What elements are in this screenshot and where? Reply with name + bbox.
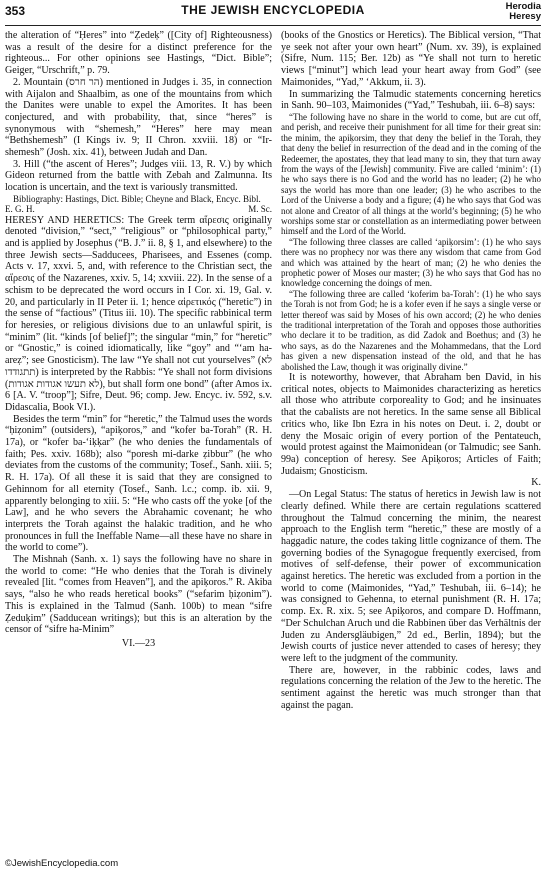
page-header: [5, 2, 541, 32]
bibliography: Bibliography: Hastings, Dict. Bible; Cheyne and Black, Encyc. Bibl.: [13, 193, 261, 204]
left-column: [5, 30, 272, 650]
signature-right-col: K.: [531, 477, 541, 489]
article-heading-paragraph: HERESY AND HERETICS: The Greek term αἵρεσις originally denoted “division,” “sect,” “religious” or “philosophical party,” and is applied by Josephus (“B. J.” ii. 8, § 1, and elsewhere) to the three Jewish sects—Sadducees, Pharisees, and Essenes (comp. Acts v. 17, xxvi. 5, and, with reference to the Christian sect, the αἵρεσις of the Nazarenes, xxiv. 5, 14; xxviii. 22). In the sense of a schism to be deprecated the word occurs in I Cor. xi. 19, Gal. v. 20, and particularly in II Peter ii. 1; hence αἱρετικός (“heretic”) in the sense of “factious” (Titus iii. 10). The specific rabbinical term for heresies, or religious divisions due to an unlawful spirit, is “minim” (lit. “kinds [of belief]”; the singular “min,” for “heretic” or “Gnostic,” is coined idiomatically, like “goy” and “ʻam ha-areẓ”; see Gnosticism). The law “Ye shall not cut yourselves” (לא תתגודדו) is interpreted by the Rabbis: “Ye shall not form divisions (לא תעשו אגודות אגודות), but shall form one bond” (after Amos ix. 6 [A. V. “troop”]; Sifre, Deut. 96; comp. Jew. Encyc. iv. 592, s.v. Didascalia, Book VI.).: [5, 214, 272, 413]
paragraph: 3. Hill (“the ascent of Heres”; Judges viii. 13, R. V.) by which Gideon returned from the battle with Zebah and Zalmunna. Its location is uncertain, and the text is variously transmitted.: [5, 158, 272, 194]
quote-paragraph: “The following have no share in the world to come, but are cut off, and perish, and receive their punishment for all time for their great sin: the minim, the apiḳorsim, they that deny the belief in the Torah, they that deny the belief in resurrection of the dead and in the coming of the Redeemer, the apostates, they that lead many to sin, they that turn away from the ways of the [Jewish] community. Five are called ‘minim’: (1) he who says there is no God and the world has no leader; (2) he who says the world has more than one leader; (3) he who ascribes to the Lord of the Universe a body and a figure; (4) he who says that God was not alone and Creator of all things at the world’s beginning; (5) he who worships some star or constellation as an intermediating power between himself and the Lord of the World.: [281, 111, 541, 237]
right-column: [281, 30, 541, 711]
signature-line: [5, 204, 272, 214]
quote-paragraph: “The following three are called ‘koferim ba-Torah’: (1) he who says the Torah is not from God; he is a kofer even if he says a single verse or letter thereof was said by Moses of his own accord; (2) he who denies the traditional interpretation of the Torah and opposes those authorities who declare it to be tradition, as did Zadok and Boethus; and (3) he who says, as do the Nazarenes and the Mohammedans, that the Lord has given a new dispensation instead of the old, and that he has abolished the Law, though it was originally divine.”: [281, 288, 541, 372]
paragraph: —On Legal Status: The status of heretics in Jewish law is not clearly defined. While there are certain regulations scattered throughout the Talmud concerning the minim, the nearest approach to the English term “heretic,” these are mostly of a haggadic nature, the codes taking little cognizance of them. The governing bodies of the Synagogue frequently exercised, from motives of self-defense, their power of excommunication against heretics. The heretic was excluded from a portion in the world to come (Maimonides, “Yad,” Teshubah, iii. 6–14); he was consigned to Gehenna, to eternal punishment (R. H. 17a; comp. Ex. R. xix. 5; see Apiḳoros, and compare D. Hoffmann, “Der Schulchan Aruch und die Rabbinen über das Verhältnis der Juden zu Andersgläubigen,” 2d ed., Berlin, 1894); but the Jewish courts of justice never attended to cases of heresy; they were left to the judgment of the community.: [281, 489, 541, 664]
guide-words: [506, 2, 541, 22]
signature-line: [281, 477, 541, 489]
page-title: THE JEWISH ENCYCLOPEDIA: [181, 3, 365, 17]
signature-left: E. G. H.: [5, 204, 35, 215]
guide-word-1: Herodia: [505, 1, 541, 12]
paragraph: (books of the Gnostics or Heretics). The Biblical version, “That ye seek not after your own heart” (Num. xv. 39), is explained (Sifre, Num. 115; Ber. 12b) as “Ye shall not turn to heretic views [“minut”] which lead your heart away from God” (see Maimonides, “Yad,” ʻAkkum, ii. 3).: [281, 30, 541, 88]
volume-label: VI.—23: [121, 637, 156, 649]
paragraph: Besides the term “min” for “heretic,” the Talmud uses the words “ḥiẓonim” (outsiders), “apiḳoros,” and “kofer ba-Torah” (R. H. 17a), or “kofer ba-ʻiḳḳar” (he who denies the fundamentals of faith; Pes. xxiv. 168b); also “poresh mi-darke ẓibbur” (he who deviates from the customs of the community; Tosef., Sanh. xiii. 5; R. H. 17a). Of all these it is said that they are consigned to Gehinnom for all eternity (Tosef., Sanh. l.c.; comp. ib. xii. 9, apparently belonging to xiii. 5: “He who casts off the yoke [of the Law], and he who severs the Abrahamic covenant; he who interprets the Torah against the halakic tradition, and he who pronounces in full the Ineffable Name—all these have no share in the world to come”).: [5, 413, 272, 554]
paragraph: In summarizing the Talmudic statements concerning heretics in Sanh. 90–103, Maimonides (“Yad,” Teshubah, iii. 6–8) says:: [281, 88, 541, 112]
paragraph: There are, however, in the rabbinic codes, laws and regulations concerning the relation of the Jew to the heretic. The sentiment against the heretic was much stronger than that against the pagan.: [281, 664, 541, 711]
paragraph: It is noteworthy, however, that Abraham ben David, in his critical notes, objects to Maimonides characterizing as heretics all those who attribute corporeality to God; and he insinuates that the cabalists are not heretics. In the same sense all Biblical critics who, like Ibn Ezra in his notes on Deut. i. 2, doubt or deny the Mosaic origin of every portion of the Pentateuch, would protest against the Maimonidean (or Talmudic; see Sanh. 99a) conception of heresy. See Apiḳoros; Articles of Faith; Judaism; Gnosticism.: [281, 372, 541, 477]
guide-word-2: Heresy: [509, 11, 541, 22]
paragraph: the alteration of “Ḥeres” into “Ẓedeḳ” ([City of] Righteousness) was a result of the desire for a distinct preference for the righteous... For other opinions see Hastings, “Dict. Bible”; Geiger, “Urschrift,” p. 79.: [5, 30, 272, 77]
footer-link[interactable]: ©JewishEncyclopedia.com: [5, 858, 119, 869]
header-rule: [5, 25, 541, 26]
paragraph: The Mishnah (Sanh. x. 1) says the following have no share in the world to come: “He who denies that the Torah is divinely revealed [lit. “comes from Heaven”], and the apiḳoros.” R. Akiba says, “also he who reads heretical books” (“sefarim ḥiẓonim”). This is explained in the Talmud (Sanh. 100b) to mean “sifre Ẓeduḳim” (Sadducean writings); but this is an alteration by the censor of “sifre ha-Minim”: [5, 554, 272, 636]
paragraph: 2. Mountain (הר חרס) mentioned in Judges i. 35, in connection with Aijalon and Shaalbim, as one of the mountains from which the Danites were unable to expel the Amorites. It has been conjectured, and with probability, that, since “heres” is synonymous with “shemesh,” “Heres” here may mean “Bethshemesh” (I Kings iv. 9; II Chron. xxviii. 18) or “Ir-shemesh” (Josh. xix. 41), between Judah and Dan.: [5, 76, 272, 159]
signature-right: M. Sc.: [248, 204, 272, 215]
page-number: 353: [5, 4, 26, 18]
quote-paragraph: “The following three classes are called ‘apiḳorsim’: (1) he who says there was no prophecy nor was there any wisdom that came from God and which was attained by the heart of man; (2) he who denies the prophetic power of Moses our master; (3) he who says that God has no knowledge concerning the doings of men.: [281, 236, 541, 289]
